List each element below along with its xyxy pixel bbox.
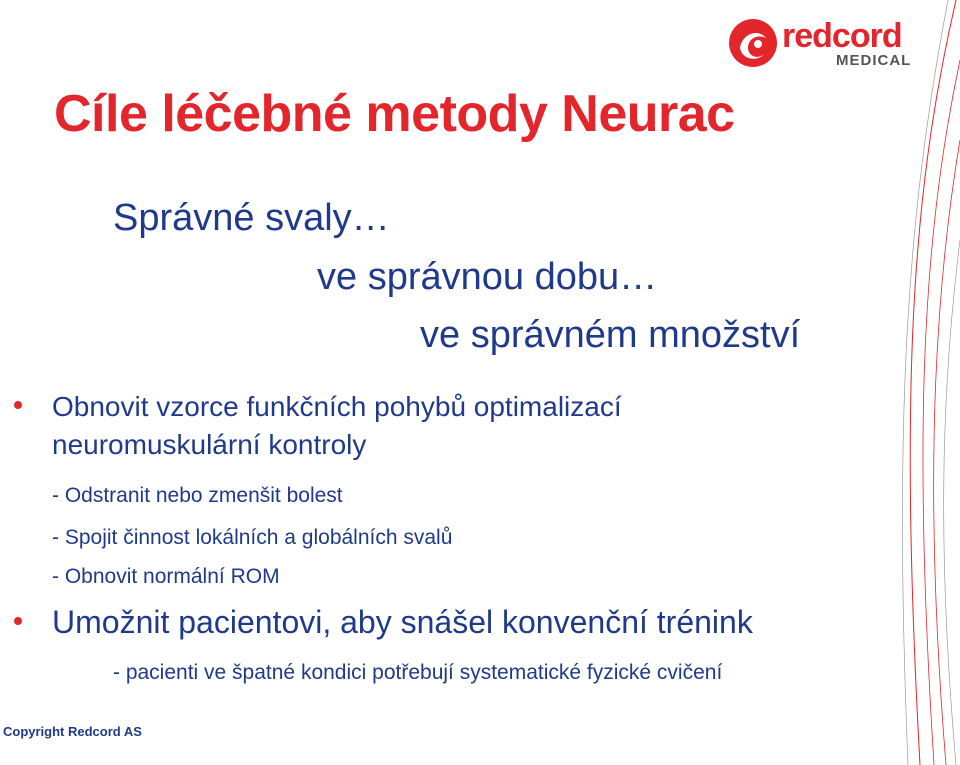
intro-line-3: ve správném množství <box>420 314 801 356</box>
bullet-1-subitem-3: - Obnovit normální ROM <box>52 565 280 588</box>
redcord-swirl-icon <box>728 18 778 68</box>
logo-wordmark: redcord <box>782 17 902 55</box>
redcord-logo <box>728 14 912 72</box>
slide-title: Cíle léčebné metody Neurac <box>54 85 735 143</box>
bullet-item-2: Umožnit pacientovi, aby snášel konvenční trénink <box>52 604 753 640</box>
bullet-item-1: Obnovit vzorce funkčních pohybů optimalizací neuromuskulární kontroly <box>52 388 752 464</box>
logo-subtitle: MEDICAL <box>836 52 912 69</box>
bullet-1-subitem-2: - Spojit činnost lokálních a globálních svalů <box>52 526 453 549</box>
intro-line-2: ve správnou dobu… <box>317 256 658 298</box>
decorative-curves <box>890 0 960 765</box>
bullet-1-subitem-1: - Odstranit nebo zmenšit bolest <box>52 484 343 507</box>
copyright-footer: Copyright Redcord AS <box>3 724 142 739</box>
intro-line-1: Správné svaly… <box>113 197 390 239</box>
bullet-2-subitem-1: - pacienti ve špatné kondici potřebují systematické fyzické cvičení <box>113 661 723 684</box>
